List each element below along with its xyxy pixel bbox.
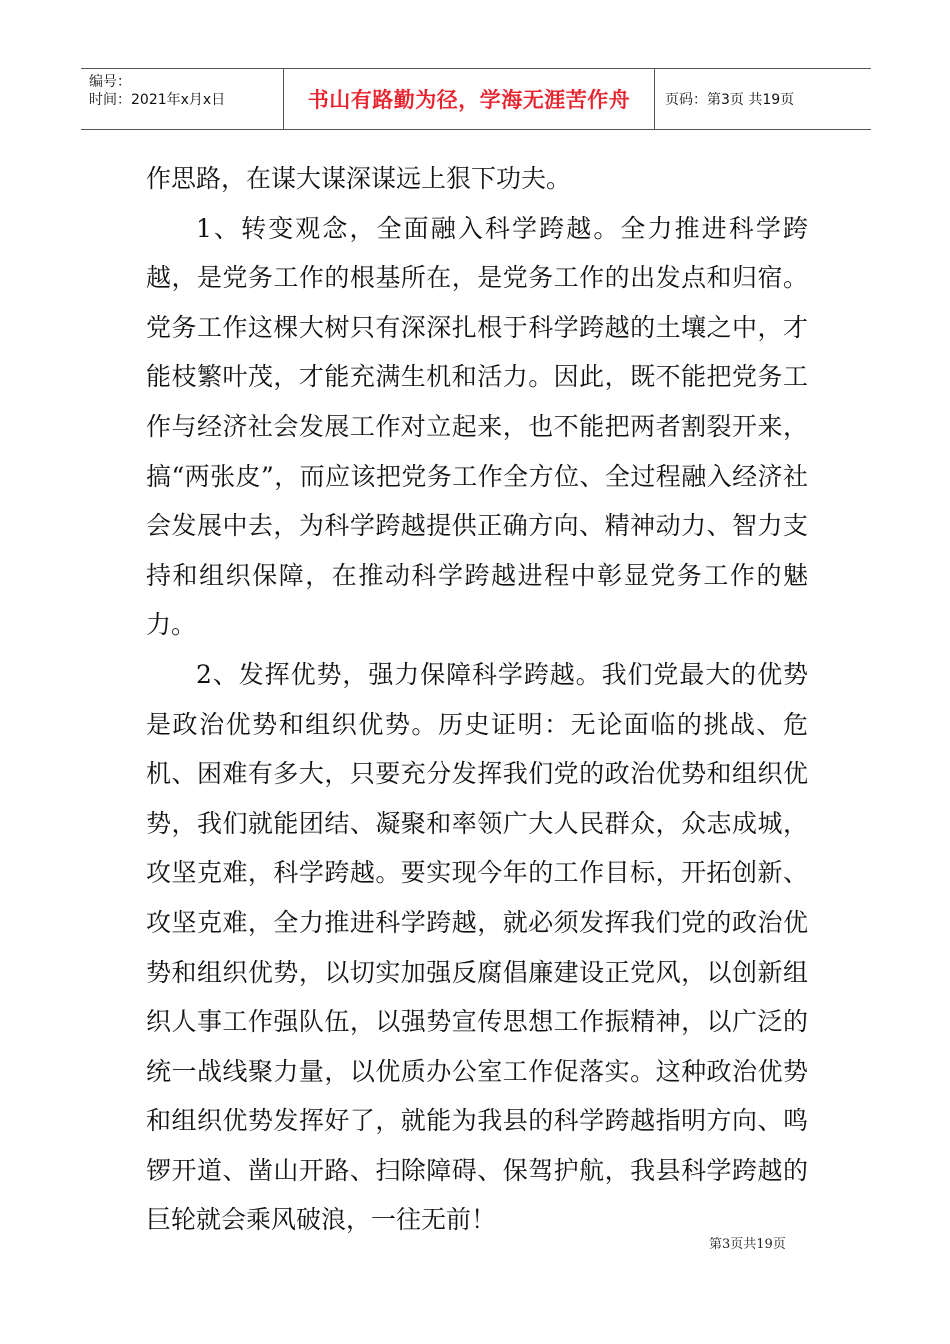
header-page-code: 页码：第3页 共19页 xyxy=(665,92,795,108)
header-meta xyxy=(81,69,283,129)
document-date: 时间：2021年x月x日 xyxy=(89,92,226,108)
page-header xyxy=(81,68,871,130)
paragraph-item-1: 1、转变观念，全面融入科学跨越。全力推进科学跨越，是党务工作的根基所在，是党务工作的出发点和归宿。党务工作这棵大树只有深深扎根于科学跨越的土壤之中，才能枝繁叶茂，才能充满生机和活力。因此，既不能把党务工作与经济社会发展工作对立起来，也不能把两者割裂开来，搞“两张皮”，而应该把党务工作全方位、全过程融入经济社会发展中去，为科学跨越提供正确方向、精神动力、智力支持和组织保障，在推动科学跨越进程中彰显党务工作的魅力。 xyxy=(146,213,808,640)
page-footer-number: 第3页共19页 xyxy=(709,1237,786,1252)
header-motto: 书山有路勤为径，学海无涯苦作舟 xyxy=(283,69,655,129)
paragraph-item-2: 2、发挥优势，强力保障科学跨越。我们党最大的优势是政治优势和组织优势。历史证明：无论面临的挑战、危机、困难有多大，只要充分发挥我们党的政治优势和组织优势，我们就能团结、凝聚和率领广大人民群众，众志成城，攻坚克难，科学跨越。要实现今年的工作目标，开拓创新、攻坚克难，全力推进科学跨越，就必须发挥我们党的政治优势和组织优势，以切实加强反腐倡廉建设正党风，以创新组织人事工作强队伍，以强势宣传思想工作振精神，以广泛的统一战线聚力量，以优质办公室工作促落实。这种政治优势和组织优势发挥好了，就能为我县的科学跨越指明方向、鸣锣开道、凿山开路、扫除障碍、保驾护航，我县科学跨越的巨轮就会乘风破浪，一往无前！ xyxy=(146,659,808,1235)
paragraph-continuation: 作思路，在谋大谋深谋远上狠下功夫。 xyxy=(146,164,572,193)
document-number-label: 编号： xyxy=(89,74,131,90)
document-body xyxy=(146,154,808,1245)
